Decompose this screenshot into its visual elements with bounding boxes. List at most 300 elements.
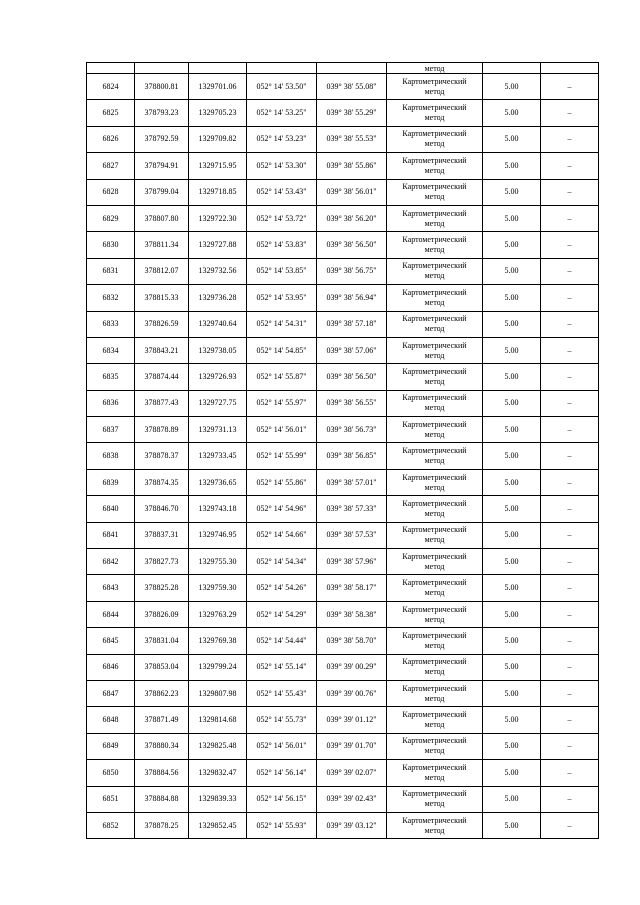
accuracy-cell: 5.00 bbox=[483, 575, 541, 601]
point-number-cell: 6832 bbox=[87, 285, 135, 311]
table-row bbox=[87, 654, 599, 680]
table-row bbox=[87, 786, 599, 812]
empty-cell bbox=[483, 63, 541, 74]
y-coordinate-cell: 1329736.65 bbox=[189, 469, 247, 495]
latitude-cell: 052° 14' 54.29" bbox=[247, 601, 317, 627]
latitude-cell: 052° 14' 53.72" bbox=[247, 205, 317, 231]
latitude-cell: 052° 14' 53.83" bbox=[247, 232, 317, 258]
accuracy-cell: 5.00 bbox=[483, 522, 541, 548]
longitude-cell: 039° 38' 55.86" bbox=[317, 153, 387, 179]
note-cell: – bbox=[541, 337, 599, 363]
longitude-cell: 039° 39' 00.76" bbox=[317, 680, 387, 706]
latitude-cell: 052° 14' 54.26" bbox=[247, 575, 317, 601]
latitude-cell: 052° 14' 55.87" bbox=[247, 364, 317, 390]
x-coordinate-cell: 378877.43 bbox=[135, 390, 189, 416]
longitude-cell: 039° 39' 00.29" bbox=[317, 654, 387, 680]
longitude-cell: 039° 38' 55.53" bbox=[317, 126, 387, 152]
note-cell: – bbox=[541, 680, 599, 706]
table-row bbox=[87, 205, 599, 231]
x-coordinate-cell: 378811.34 bbox=[135, 232, 189, 258]
longitude-cell: 039° 38' 56.55" bbox=[317, 390, 387, 416]
empty-cell bbox=[317, 63, 387, 74]
latitude-cell: 052° 14' 53.85" bbox=[247, 258, 317, 284]
longitude-cell: 039° 38' 56.94" bbox=[317, 285, 387, 311]
accuracy-cell: 5.00 bbox=[483, 496, 541, 522]
method-line-2: метод bbox=[424, 588, 445, 598]
method-line-1: Картометрический bbox=[402, 235, 467, 245]
latitude-cell: 052° 14' 55.93" bbox=[247, 812, 317, 838]
method-line-2: метод bbox=[424, 86, 445, 96]
latitude-cell: 052° 14' 53.25" bbox=[247, 100, 317, 126]
point-number-cell: 6841 bbox=[87, 522, 135, 548]
y-coordinate-cell: 1329709.82 bbox=[189, 126, 247, 152]
table-row bbox=[87, 390, 599, 416]
y-coordinate-cell: 1329746.95 bbox=[189, 522, 247, 548]
latitude-cell: 052° 14' 54.31" bbox=[247, 311, 317, 337]
table-row bbox=[87, 628, 599, 654]
method-line-1: Картометрический bbox=[402, 762, 467, 772]
document-page bbox=[86, 62, 598, 839]
table-row bbox=[87, 337, 599, 363]
method-cell bbox=[387, 311, 483, 337]
y-coordinate-cell: 1329807.98 bbox=[189, 680, 247, 706]
note-cell: – bbox=[541, 417, 599, 443]
x-coordinate-cell: 378884.88 bbox=[135, 786, 189, 812]
method-line-1: Картометрический bbox=[402, 578, 467, 588]
accuracy-cell: 5.00 bbox=[483, 760, 541, 786]
x-coordinate-cell: 378826.59 bbox=[135, 311, 189, 337]
method-cell bbox=[387, 786, 483, 812]
x-coordinate-cell: 378853.04 bbox=[135, 654, 189, 680]
method-cell bbox=[387, 337, 483, 363]
method-line-2: метод bbox=[424, 535, 445, 545]
latitude-cell: 052° 14' 56.14" bbox=[247, 760, 317, 786]
y-coordinate-cell: 1329743.18 bbox=[189, 496, 247, 522]
latitude-cell: 052° 14' 53.50" bbox=[247, 74, 317, 100]
accuracy-cell: 5.00 bbox=[483, 285, 541, 311]
latitude-cell: 052° 14' 54.66" bbox=[247, 522, 317, 548]
latitude-cell: 052° 14' 53.30" bbox=[247, 153, 317, 179]
accuracy-cell: 5.00 bbox=[483, 680, 541, 706]
method-cell bbox=[387, 205, 483, 231]
note-cell: – bbox=[541, 760, 599, 786]
accuracy-cell: 5.00 bbox=[483, 733, 541, 759]
method-line-1: Картометрический bbox=[402, 393, 467, 403]
method-line-1: Картометрический bbox=[402, 261, 467, 271]
longitude-cell: 039° 38' 57.96" bbox=[317, 549, 387, 575]
y-coordinate-cell: 1329715.95 bbox=[189, 153, 247, 179]
point-number-cell: 6828 bbox=[87, 179, 135, 205]
method-line-2: метод bbox=[424, 324, 445, 334]
point-number-cell: 6852 bbox=[87, 812, 135, 838]
method-line-2: метод bbox=[424, 297, 445, 307]
method-line-1: Картометрический bbox=[402, 604, 467, 614]
method-line-1: Картометрический bbox=[402, 498, 467, 508]
latitude-cell: 052° 14' 54.44" bbox=[247, 628, 317, 654]
point-number-cell: 6826 bbox=[87, 126, 135, 152]
accuracy-cell: 5.00 bbox=[483, 549, 541, 575]
table-row bbox=[87, 760, 599, 786]
y-coordinate-cell: 1329763.29 bbox=[189, 601, 247, 627]
method-line-2: метод bbox=[424, 640, 445, 650]
table-row bbox=[87, 522, 599, 548]
accuracy-cell: 5.00 bbox=[483, 812, 541, 838]
accuracy-cell: 5.00 bbox=[483, 469, 541, 495]
table-row bbox=[87, 575, 599, 601]
accuracy-cell: 5.00 bbox=[483, 654, 541, 680]
accuracy-cell: 5.00 bbox=[483, 311, 541, 337]
method-line-2: метод bbox=[424, 429, 445, 439]
method-line-2: метод bbox=[424, 693, 445, 703]
method-line-1: Картометрический bbox=[402, 208, 467, 218]
y-coordinate-cell: 1329718.85 bbox=[189, 179, 247, 205]
note-cell: – bbox=[541, 628, 599, 654]
longitude-cell: 039° 39' 02.07" bbox=[317, 760, 387, 786]
latitude-cell: 052° 14' 56.15" bbox=[247, 786, 317, 812]
longitude-cell: 039° 38' 57.18" bbox=[317, 311, 387, 337]
x-coordinate-cell: 378846.70 bbox=[135, 496, 189, 522]
x-coordinate-cell: 378793.23 bbox=[135, 100, 189, 126]
y-coordinate-cell: 1329701.06 bbox=[189, 74, 247, 100]
method-cell bbox=[387, 760, 483, 786]
note-cell: – bbox=[541, 153, 599, 179]
longitude-cell: 039° 39' 02.43" bbox=[317, 786, 387, 812]
longitude-cell: 039° 38' 55.29" bbox=[317, 100, 387, 126]
note-cell: – bbox=[541, 258, 599, 284]
note-cell: – bbox=[541, 179, 599, 205]
method-line-2: метод bbox=[424, 245, 445, 255]
table-row bbox=[87, 364, 599, 390]
method-cell bbox=[387, 364, 483, 390]
note-cell: – bbox=[541, 601, 599, 627]
x-coordinate-cell: 378874.44 bbox=[135, 364, 189, 390]
accuracy-cell: 5.00 bbox=[483, 417, 541, 443]
table-row bbox=[87, 311, 599, 337]
longitude-cell: 039° 38' 58.70" bbox=[317, 628, 387, 654]
note-cell: – bbox=[541, 707, 599, 733]
method-line-1: Картометрический bbox=[402, 815, 467, 825]
note-cell: – bbox=[541, 311, 599, 337]
empty-cell bbox=[541, 63, 599, 74]
method-cell bbox=[387, 628, 483, 654]
point-number-cell: 6848 bbox=[87, 707, 135, 733]
y-coordinate-cell: 1329825.48 bbox=[189, 733, 247, 759]
longitude-cell: 039° 38' 58.38" bbox=[317, 601, 387, 627]
point-number-cell: 6830 bbox=[87, 232, 135, 258]
point-number-cell: 6831 bbox=[87, 258, 135, 284]
table-row bbox=[87, 232, 599, 258]
note-cell: – bbox=[541, 575, 599, 601]
accuracy-cell: 5.00 bbox=[483, 74, 541, 100]
note-cell: – bbox=[541, 733, 599, 759]
method-line-2: метод bbox=[424, 508, 445, 518]
point-number-cell: 6827 bbox=[87, 153, 135, 179]
table-row bbox=[87, 707, 599, 733]
table-row bbox=[87, 443, 599, 469]
point-number-cell: 6839 bbox=[87, 469, 135, 495]
x-coordinate-cell: 378831.04 bbox=[135, 628, 189, 654]
table-row bbox=[87, 496, 599, 522]
y-coordinate-cell: 1329722.30 bbox=[189, 205, 247, 231]
method-line-2: метод bbox=[424, 799, 445, 809]
longitude-cell: 039° 38' 56.50" bbox=[317, 364, 387, 390]
method-line-1: Картометрический bbox=[402, 789, 467, 799]
table-row bbox=[87, 733, 599, 759]
method-line-2: метод bbox=[424, 113, 445, 123]
latitude-cell: 052° 14' 54.34" bbox=[247, 549, 317, 575]
method-line-2: метод bbox=[424, 614, 445, 624]
method-line-1: Картометрический bbox=[402, 630, 467, 640]
y-coordinate-cell: 1329736.28 bbox=[189, 285, 247, 311]
method-line-1: Картометрический bbox=[402, 525, 467, 535]
method-cell bbox=[387, 522, 483, 548]
note-cell: – bbox=[541, 654, 599, 680]
longitude-cell: 039° 38' 56.75" bbox=[317, 258, 387, 284]
longitude-cell: 039° 38' 57.06" bbox=[317, 337, 387, 363]
x-coordinate-cell: 378871.49 bbox=[135, 707, 189, 733]
method-line-2: метод bbox=[424, 139, 445, 149]
method-line-1: Картометрический bbox=[402, 129, 467, 139]
method-line-2: метод bbox=[424, 482, 445, 492]
x-coordinate-cell: 378878.89 bbox=[135, 417, 189, 443]
point-number-cell: 6834 bbox=[87, 337, 135, 363]
continuation-method-cell bbox=[387, 63, 483, 74]
longitude-cell: 039° 38' 56.01" bbox=[317, 179, 387, 205]
y-coordinate-cell: 1329799.24 bbox=[189, 654, 247, 680]
note-cell: – bbox=[541, 364, 599, 390]
longitude-cell: 039° 38' 56.85" bbox=[317, 443, 387, 469]
y-coordinate-cell: 1329727.75 bbox=[189, 390, 247, 416]
method-line-1: Картометрический bbox=[402, 103, 467, 113]
method-cell bbox=[387, 258, 483, 284]
latitude-cell: 052° 14' 55.73" bbox=[247, 707, 317, 733]
method-line-1: Картометрический bbox=[402, 76, 467, 86]
method-cell bbox=[387, 443, 483, 469]
y-coordinate-cell: 1329740.64 bbox=[189, 311, 247, 337]
longitude-cell: 039° 38' 56.50" bbox=[317, 232, 387, 258]
note-cell: – bbox=[541, 469, 599, 495]
method-cell bbox=[387, 601, 483, 627]
note-cell: – bbox=[541, 786, 599, 812]
method-line-1: Картометрический bbox=[402, 736, 467, 746]
point-number-cell: 6847 bbox=[87, 680, 135, 706]
table-row bbox=[87, 258, 599, 284]
x-coordinate-cell: 378799.04 bbox=[135, 179, 189, 205]
note-cell: – bbox=[541, 232, 599, 258]
note-cell: – bbox=[541, 812, 599, 838]
method-line-2: метод bbox=[424, 403, 445, 413]
x-coordinate-cell: 378874.35 bbox=[135, 469, 189, 495]
latitude-cell: 052° 14' 53.23" bbox=[247, 126, 317, 152]
method-line-2: метод bbox=[424, 376, 445, 386]
method-cell bbox=[387, 74, 483, 100]
table-row bbox=[87, 549, 599, 575]
note-cell: – bbox=[541, 74, 599, 100]
x-coordinate-cell: 378862.23 bbox=[135, 680, 189, 706]
point-number-cell: 6825 bbox=[87, 100, 135, 126]
table-row bbox=[87, 126, 599, 152]
method-line-1: Картометрический bbox=[402, 419, 467, 429]
table-body bbox=[87, 63, 599, 839]
method-line-2: метод bbox=[424, 192, 445, 202]
x-coordinate-cell: 378837.31 bbox=[135, 522, 189, 548]
table-row bbox=[87, 285, 599, 311]
latitude-cell: 052° 14' 53.95" bbox=[247, 285, 317, 311]
accuracy-cell: 5.00 bbox=[483, 443, 541, 469]
x-coordinate-cell: 378827.73 bbox=[135, 549, 189, 575]
accuracy-cell: 5.00 bbox=[483, 364, 541, 390]
accuracy-cell: 5.00 bbox=[483, 707, 541, 733]
accuracy-cell: 5.00 bbox=[483, 390, 541, 416]
longitude-cell: 039° 39' 03.12" bbox=[317, 812, 387, 838]
y-coordinate-cell: 1329738.05 bbox=[189, 337, 247, 363]
y-coordinate-cell: 1329727.88 bbox=[189, 232, 247, 258]
y-coordinate-cell: 1329832.47 bbox=[189, 760, 247, 786]
y-coordinate-cell: 1329733.45 bbox=[189, 443, 247, 469]
y-coordinate-cell: 1329852.45 bbox=[189, 812, 247, 838]
table-row bbox=[87, 601, 599, 627]
method-cell bbox=[387, 707, 483, 733]
x-coordinate-cell: 378825.28 bbox=[135, 575, 189, 601]
method-line-1: Картометрический bbox=[402, 683, 467, 693]
method-line-2: метод bbox=[424, 772, 445, 782]
note-cell: – bbox=[541, 522, 599, 548]
method-line-1: Картометрический bbox=[402, 472, 467, 482]
latitude-cell: 052° 14' 54.96" bbox=[247, 496, 317, 522]
y-coordinate-cell: 1329769.38 bbox=[189, 628, 247, 654]
x-coordinate-cell: 378792.59 bbox=[135, 126, 189, 152]
method-cell bbox=[387, 285, 483, 311]
method-line-2: метод bbox=[424, 456, 445, 466]
table-row bbox=[87, 469, 599, 495]
accuracy-cell: 5.00 bbox=[483, 601, 541, 627]
x-coordinate-cell: 378794.91 bbox=[135, 153, 189, 179]
point-number-cell: 6843 bbox=[87, 575, 135, 601]
method-cell bbox=[387, 179, 483, 205]
longitude-cell: 039° 38' 57.01" bbox=[317, 469, 387, 495]
method-cell bbox=[387, 549, 483, 575]
method-line-2: метод bbox=[424, 271, 445, 281]
longitude-cell: 039° 39' 01.12" bbox=[317, 707, 387, 733]
point-number-cell: 6835 bbox=[87, 364, 135, 390]
longitude-cell: 039° 38' 58.17" bbox=[317, 575, 387, 601]
method-line-1: Картометрический bbox=[402, 366, 467, 376]
longitude-cell: 039° 38' 56.73" bbox=[317, 417, 387, 443]
point-number-cell: 6844 bbox=[87, 601, 135, 627]
y-coordinate-cell: 1329839.33 bbox=[189, 786, 247, 812]
accuracy-cell: 5.00 bbox=[483, 337, 541, 363]
method-cell bbox=[387, 153, 483, 179]
method-line-2: метод bbox=[424, 165, 445, 175]
note-cell: – bbox=[541, 100, 599, 126]
method-cell bbox=[387, 100, 483, 126]
method-line-2: метод bbox=[424, 218, 445, 228]
method-line-2: метод bbox=[424, 667, 445, 677]
point-number-cell: 6840 bbox=[87, 496, 135, 522]
latitude-cell: 052° 14' 56.01" bbox=[247, 417, 317, 443]
x-coordinate-cell: 378812.07 bbox=[135, 258, 189, 284]
method-line-1: Картометрический bbox=[402, 710, 467, 720]
coordinates-table bbox=[86, 62, 599, 839]
x-coordinate-cell: 378884.56 bbox=[135, 760, 189, 786]
continuation-row bbox=[87, 63, 599, 74]
point-number-cell: 6836 bbox=[87, 390, 135, 416]
x-coordinate-cell: 378880.34 bbox=[135, 733, 189, 759]
x-coordinate-cell: 378878.37 bbox=[135, 443, 189, 469]
table-row bbox=[87, 179, 599, 205]
method-cell bbox=[387, 680, 483, 706]
longitude-cell: 039° 38' 57.33" bbox=[317, 496, 387, 522]
longitude-cell: 039° 38' 57.53" bbox=[317, 522, 387, 548]
accuracy-cell: 5.00 bbox=[483, 100, 541, 126]
point-number-cell: 6849 bbox=[87, 733, 135, 759]
x-coordinate-cell: 378807.80 bbox=[135, 205, 189, 231]
accuracy-cell: 5.00 bbox=[483, 205, 541, 231]
latitude-cell: 052° 14' 55.86" bbox=[247, 469, 317, 495]
x-coordinate-cell: 378843.21 bbox=[135, 337, 189, 363]
accuracy-cell: 5.00 bbox=[483, 179, 541, 205]
note-cell: – bbox=[541, 205, 599, 231]
note-cell: – bbox=[541, 549, 599, 575]
method-cell bbox=[387, 812, 483, 838]
table-row bbox=[87, 74, 599, 100]
point-number-cell: 6851 bbox=[87, 786, 135, 812]
accuracy-cell: 5.00 bbox=[483, 786, 541, 812]
y-coordinate-cell: 1329814.68 bbox=[189, 707, 247, 733]
point-number-cell: 6846 bbox=[87, 654, 135, 680]
method-line-1: Картометрический bbox=[402, 182, 467, 192]
method-line-2: метод bbox=[424, 561, 445, 571]
method-line-2: метод bbox=[424, 720, 445, 730]
method-line-2: метод bbox=[424, 825, 445, 835]
method-line-1: Картометрический bbox=[402, 657, 467, 667]
y-coordinate-cell: 1329755.30 bbox=[189, 549, 247, 575]
method-cell bbox=[387, 654, 483, 680]
empty-cell bbox=[247, 63, 317, 74]
longitude-cell: 039° 38' 56.20" bbox=[317, 205, 387, 231]
point-number-cell: 6842 bbox=[87, 549, 135, 575]
x-coordinate-cell: 378826.09 bbox=[135, 601, 189, 627]
table-row bbox=[87, 100, 599, 126]
point-number-cell: 6824 bbox=[87, 74, 135, 100]
y-coordinate-cell: 1329759.30 bbox=[189, 575, 247, 601]
x-coordinate-cell: 378878.25 bbox=[135, 812, 189, 838]
note-cell: – bbox=[541, 443, 599, 469]
latitude-cell: 052° 14' 55.99" bbox=[247, 443, 317, 469]
y-coordinate-cell: 1329726.93 bbox=[189, 364, 247, 390]
latitude-cell: 052° 14' 53.43" bbox=[247, 179, 317, 205]
method-line-1: Картометрический bbox=[402, 446, 467, 456]
table-row bbox=[87, 153, 599, 179]
method-line-2: метод bbox=[424, 746, 445, 756]
table-row bbox=[87, 812, 599, 838]
method-cell bbox=[387, 733, 483, 759]
longitude-cell: 039° 38' 55.08" bbox=[317, 74, 387, 100]
note-cell: – bbox=[541, 496, 599, 522]
point-number-cell: 6833 bbox=[87, 311, 135, 337]
point-number-cell: 6850 bbox=[87, 760, 135, 786]
accuracy-cell: 5.00 bbox=[483, 258, 541, 284]
method-cell bbox=[387, 575, 483, 601]
longitude-cell: 039° 39' 01.70" bbox=[317, 733, 387, 759]
note-cell: – bbox=[541, 126, 599, 152]
table-row bbox=[87, 680, 599, 706]
latitude-cell: 052° 14' 55.43" bbox=[247, 680, 317, 706]
method-cell bbox=[387, 496, 483, 522]
method-line-1: Картометрический bbox=[402, 551, 467, 561]
continuation-text: метод bbox=[424, 63, 445, 73]
x-coordinate-cell: 378815.33 bbox=[135, 285, 189, 311]
